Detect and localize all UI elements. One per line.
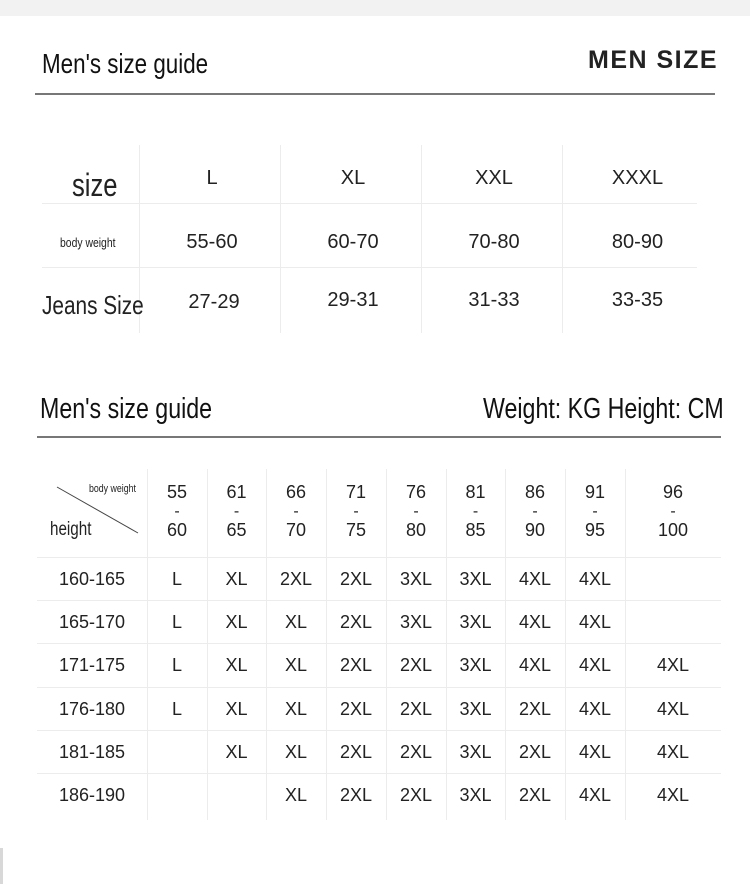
weight-range-from: 55 [166,482,188,502]
weight-range-from: 71 [345,482,367,502]
size-cell: 2XL [518,699,552,719]
weight-cell: 80-90 [611,231,664,253]
size-cell: XL [284,655,308,675]
row-label-weight: body weight [60,235,116,250]
size-cell: 2XL [399,699,433,719]
weight-range-dash: - [670,503,676,520]
size-cell: XL [284,699,308,719]
weight-range-to: 70 [285,520,307,540]
weight-range-to: 80 [405,520,427,540]
size-cell: L [171,655,182,675]
size-cell: XL [225,612,248,632]
weight-range-dash: - [353,503,359,520]
size-cell: L [171,699,182,719]
size-cell: XXL [475,167,513,189]
weight-range-from: 66 [285,482,307,502]
page-title: Men's size guide [42,48,209,79]
size-cell: 4XL [656,742,690,762]
size-cell: 2XL [399,655,433,675]
size-cell: L [206,167,218,189]
weight-range-dash: - [592,503,598,520]
edge-mark [0,848,3,884]
size-cell: 2XL [399,742,433,762]
size-cell: 3XL [399,612,433,632]
weight-range-dash: - [174,503,180,520]
size-cell: XL [284,612,308,632]
size-cell: XL [225,569,248,589]
height-row-label: 165-170 [58,612,126,632]
row-divider [42,203,697,204]
top-band [0,0,750,16]
weight-range-dash: - [293,503,299,520]
size-cell: 4XL [518,612,552,632]
size-cell: 3XL [459,742,492,762]
units-label: Weight: KG Height: CM [483,393,724,425]
row-label-size: size [72,167,118,203]
size-cell: 4XL [656,655,690,675]
weight-range-dash: - [413,503,419,520]
size-cell: 4XL [578,785,612,805]
size-cell: 4XL [518,655,552,675]
weight-range-header [386,483,446,540]
weight-range-from: 91 [584,482,606,502]
height-row-label: 181-185 [58,742,126,762]
height-weight-table [37,469,721,820]
size-cell: 3XL [459,612,492,632]
jeans-cell: 27-29 [188,291,240,313]
size-cell: 2XL [339,655,373,675]
weight-cell: 70-80 [468,231,520,253]
size-cell: 4XL [578,742,612,762]
weight-range-header [565,483,625,540]
weight-range-from: 76 [405,482,427,502]
row-divider [37,730,721,731]
divider [35,93,715,95]
weight-range-to: 75 [345,520,367,540]
row-divider [37,687,721,688]
size-cell: 2XL [339,742,373,762]
weight-cell: 60-70 [327,231,379,253]
weight-range-header [446,483,505,540]
jeans-cell: 31-33 [468,289,520,311]
size-cell: 2XL [518,785,552,805]
size-cell: 2XL [339,785,373,805]
size-cell: 4XL [518,569,552,589]
weight-range-dash: - [532,503,538,520]
size-cell: 3XL [459,655,492,675]
height-row-label: 186-190 [58,785,126,805]
row-divider [37,643,721,644]
divider [37,436,721,438]
size-cell: XL [284,742,308,762]
size-cell: 2XL [518,742,552,762]
weight-range-to: 65 [226,520,247,540]
size-cell: XL [340,167,366,189]
weight-range-header [625,483,721,540]
corner-label-height: height [50,519,92,540]
weight-range-from: 96 [662,482,684,502]
size-cell: L [171,612,182,632]
row-label-jeans: Jeans Size [42,290,144,320]
men-size-badge: MEN SIZE [588,46,719,74]
corner-label-weight: body weight [89,483,136,495]
height-row-label: 160-165 [58,569,126,589]
size-cell: 4XL [578,699,612,719]
size-cell: 4XL [578,655,612,675]
size-cell: XL [225,742,248,762]
size-cell: 2XL [339,699,373,719]
row-divider [37,600,721,601]
size-cell: XL [284,785,308,805]
weight-range-to: 95 [584,520,606,540]
size-cell: 3XL [399,569,433,589]
weight-range-to: 90 [524,520,546,540]
weight-range-dash: - [233,503,240,520]
height-row-label: 176-180 [58,699,126,719]
size-cell: 3XL [459,569,492,589]
size-cell: XXXL [611,167,664,189]
size-cell: 2XL [399,785,433,805]
weight-range-to: 100 [657,520,689,540]
size-cell: 4XL [578,612,612,632]
weight-range-header [207,483,266,540]
size-cell: 3XL [459,785,492,805]
weight-range-header [505,483,565,540]
row-divider [37,773,721,774]
size-cell: 2XL [339,569,373,589]
height-row-label: 171-175 [58,655,126,675]
weight-range-from: 61 [226,482,247,502]
size-cell: 2XL [339,612,373,632]
weight-cell: 55-60 [186,231,238,253]
weight-range-to: 60 [166,520,188,540]
size-cell: 3XL [459,699,492,719]
size-cell: 4XL [656,699,690,719]
size-cell: 2XL [279,569,313,589]
size-cell: XL [225,655,248,675]
size-cell: L [171,569,182,589]
weight-range-header [326,483,386,540]
size-cell: XL [225,699,248,719]
weight-range-from: 81 [465,482,486,502]
weight-range-to: 85 [465,520,486,540]
weight-range-from: 86 [524,482,546,502]
weight-range-header [147,483,207,540]
section-title: Men's size guide [40,393,213,425]
row-divider [42,267,697,268]
jeans-cell: 33-35 [611,289,664,311]
jeans-cell: 29-31 [327,289,379,311]
row-divider [37,557,721,558]
size-cell: 4XL [656,785,690,805]
weight-range-header [266,483,326,540]
size-table [42,145,697,333]
weight-range-dash: - [472,503,479,520]
size-cell: 4XL [578,569,612,589]
